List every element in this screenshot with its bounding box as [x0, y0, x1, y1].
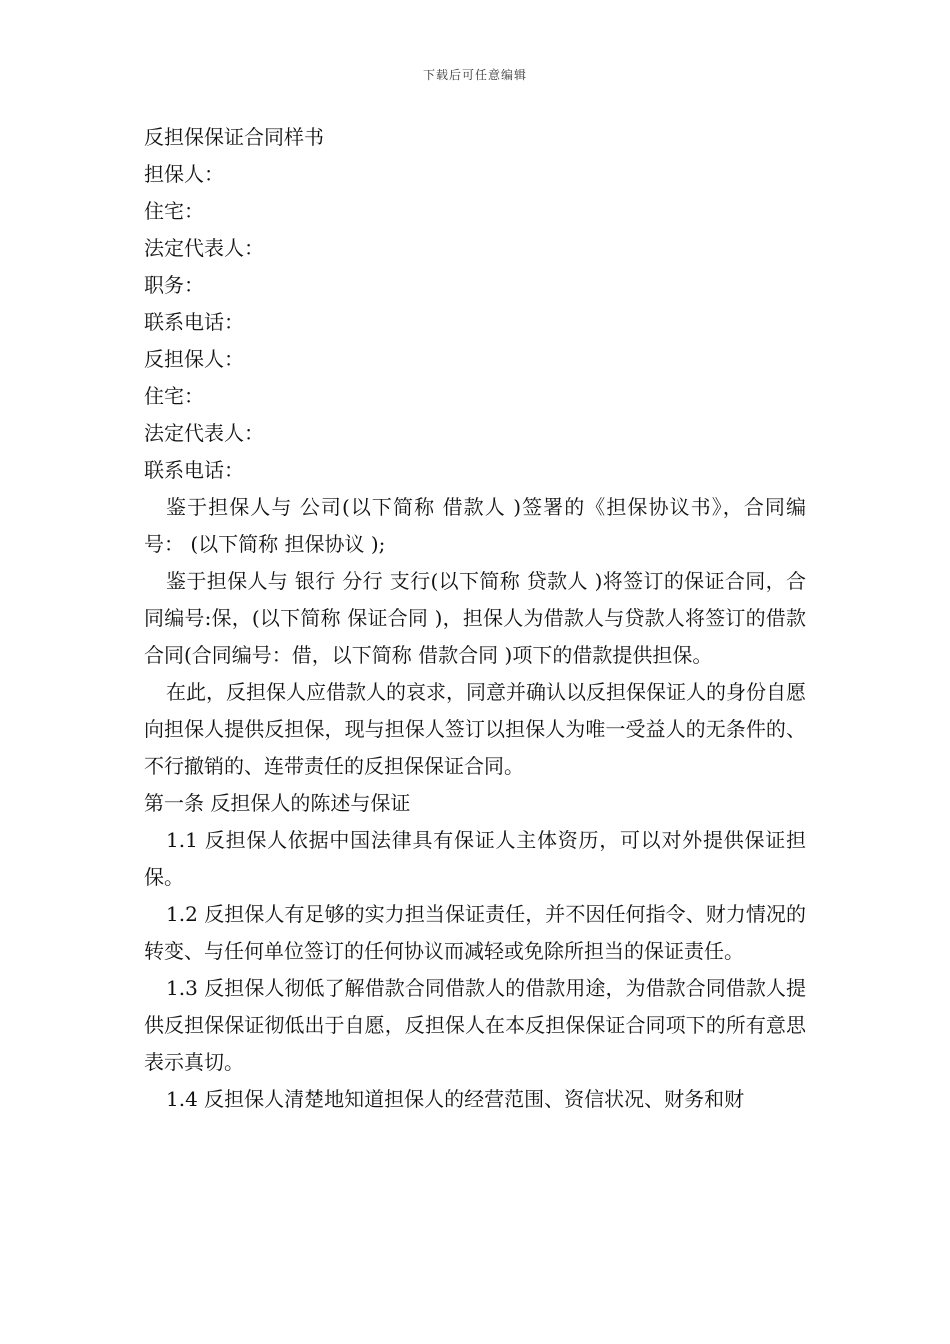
clause-1-2: 1.2 反担保人有足够的实力担当保证责任，并不因任何指令、财力情况的转变、与任何单位签订的任何协议而减轻或免除所担当的保证责任。	[144, 902, 806, 963]
field-counter-guarantor: 反担保人：	[144, 347, 244, 371]
article-heading: 第一条 反担保人的陈述与保证	[144, 791, 411, 815]
field-counter-guarantor-phone: 联系电话：	[144, 458, 244, 482]
field-counter-guarantor-residence: 住宅：	[144, 384, 204, 408]
paragraph-recital-3: 在此，反担保人应借款人的哀求，同意并确认以反担保保证人的身份自愿向担保人提供反担保，现与担保人签订以担保人为唯一受益人的无条件的、不行撤销的、连带责任的反担保保证合同。	[144, 680, 806, 778]
clause-1-1: 1.1 反担保人依据中国法律具有保证人主体资历，可以对外提供保证担保。	[144, 828, 806, 889]
clause-1-4: 1.4 反担保人清楚地知道担保人的经营范围、资信状况、财务和财	[166, 1087, 745, 1111]
paragraph-recital-2: 鉴于担保人与 银行 分行 支行(以下简称 贷款人 )将签订的保证合同，合同编号:保，(以下简称 保证合同 )，担保人为借款人与贷款人将签订的借款合同(合同编号：借，以下简称 借款合同 )项下的借款提供担保。	[144, 569, 806, 667]
field-guarantor: 担保人：	[144, 162, 224, 186]
clause-1-3: 1.3 反担保人彻低了解借款合同借款人的借款用途，为借款合同借款人提供反担保保证彻低出于自愿，反担保人在本反担保保证合同项下的所有意思表示真切。	[144, 976, 806, 1074]
field-guarantor-residence: 住宅：	[144, 199, 204, 223]
paragraph-recital-1: 鉴于担保人与 公司(以下简称 借款人 )签署的《担保协议书》，合同编号： (以下简称 担保协议 );	[144, 495, 806, 556]
field-guarantor-legal-rep: 法定代表人：	[144, 236, 264, 260]
field-guarantor-phone: 联系电话：	[144, 310, 244, 334]
field-guarantor-position: 职务：	[144, 273, 204, 297]
page-header-note: 下载后可任意编辑	[422, 68, 527, 82]
document-body	[144, 119, 806, 1118]
field-counter-guarantor-legal-rep: 法定代表人：	[144, 421, 264, 445]
document-title: 反担保保证合同样书	[144, 125, 324, 149]
